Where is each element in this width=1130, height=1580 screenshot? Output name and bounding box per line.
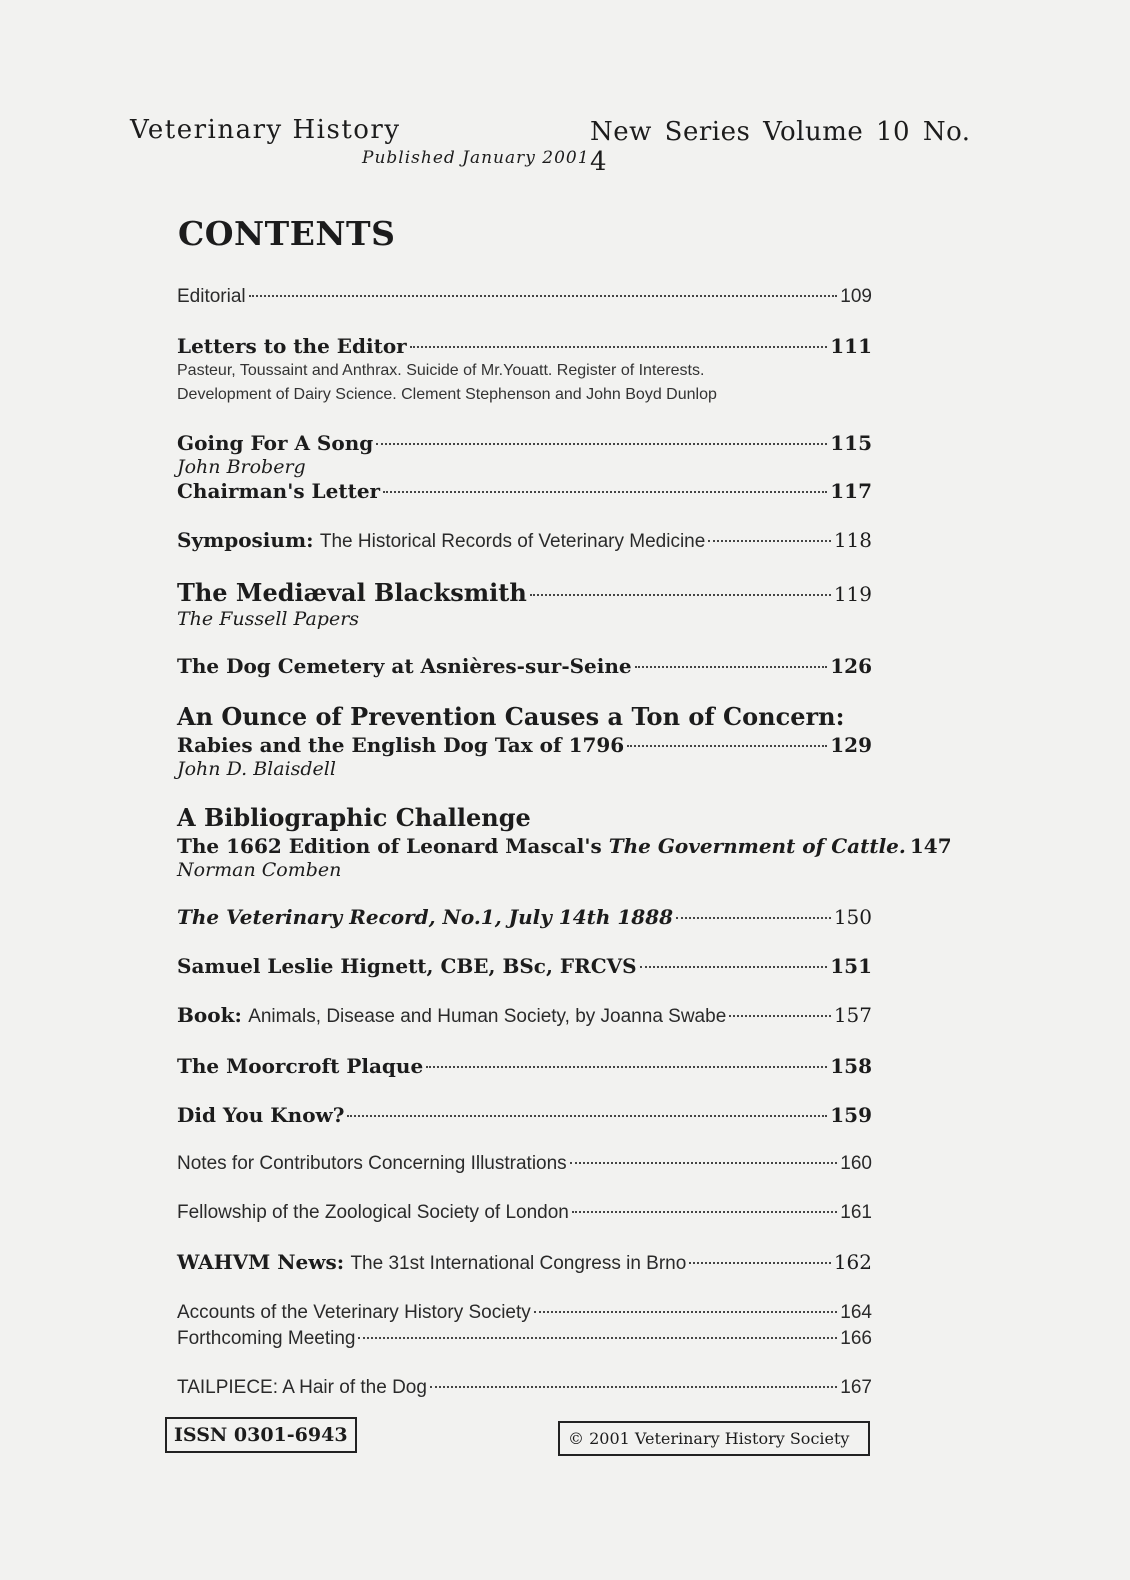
copyright-box: © 2001 Veterinary History Society <box>558 1421 870 1456</box>
page-number: 158 <box>830 1054 872 1078</box>
dot-leader <box>530 594 831 596</box>
entry-description-line: Development of Dairy Science. Clement Stephenson and John Boyd Dunlop <box>177 386 717 403</box>
entry-title: The Moorcroft Plaque <box>177 1054 424 1078</box>
page-number: 161 <box>840 1202 872 1223</box>
toc-entry-moorcroft-plaque[interactable] <box>177 1053 872 1079</box>
entry-author: The Fussell Papers <box>177 608 360 630</box>
dot-leader <box>410 346 828 348</box>
dot-leader <box>676 917 831 919</box>
entry-title: Accounts of the Veterinary History Society <box>177 1302 531 1323</box>
toc-entry-mediaeval-blacksmith[interactable] <box>177 578 872 630</box>
entry-title: Editorial <box>177 286 246 307</box>
page-number: 126 <box>830 654 872 678</box>
entry-title: Forthcoming Meeting <box>177 1328 356 1349</box>
dot-leader <box>376 443 827 445</box>
toc-entry-hignett[interactable] <box>177 953 872 979</box>
toc-entry-did-you-know[interactable] <box>177 1102 872 1128</box>
page-number: 151 <box>830 954 872 978</box>
toc-entry-notes-for-contributors[interactable] <box>177 1151 872 1177</box>
entry-heading: A Bibliographic Challenge <box>177 803 531 832</box>
toc-entry-ounce-of-prevention[interactable] <box>177 702 872 780</box>
toc-entry-letters[interactable] <box>177 333 872 407</box>
entry-author: John D. Blaisdell <box>177 758 336 780</box>
toc-entry-accounts[interactable] <box>177 1300 872 1352</box>
dot-leader <box>383 491 827 493</box>
page-number: 150 <box>833 905 872 929</box>
page-number: 157 <box>833 1003 872 1027</box>
page-number: 115 <box>830 431 872 455</box>
page-number: 164 <box>840 1302 872 1323</box>
entry-title: The Dog Cemetery at Asnières-sur-Seine <box>177 654 632 678</box>
dot-leader <box>689 1262 831 1264</box>
toc-entry-veterinary-record[interactable] <box>177 904 872 930</box>
dot-leader <box>627 745 827 747</box>
toc-entry-going-for-a-song[interactable] <box>177 430 872 504</box>
entry-description-line: Pasteur, Toussaint and Anthrax. Suicide of Mr.Youatt. Register of Interests. <box>177 362 705 379</box>
page-number: 118 <box>833 528 872 552</box>
dot-leader <box>430 1386 837 1388</box>
page-number: 159 <box>830 1103 872 1127</box>
page-number: 162 <box>833 1250 872 1274</box>
toc-entry-chairmans-letter[interactable] <box>177 478 872 504</box>
dot-leader <box>347 1115 827 1117</box>
contents-heading: CONTENTS <box>178 214 396 253</box>
toc-entry-symposium[interactable] <box>177 527 872 555</box>
page-number: 109 <box>840 286 872 307</box>
page-number: 167 <box>840 1377 872 1398</box>
entry-title: Samuel Leslie Hignett, CBE, BSc, FRCVS <box>177 954 637 978</box>
entry-author: Norman Comben <box>177 859 342 881</box>
entry-title: Going For A Song <box>177 431 374 455</box>
entry-label: Book: <box>177 1003 242 1027</box>
page-number: 166 <box>840 1328 872 1349</box>
entry-title: Did You Know? <box>177 1103 345 1127</box>
page-number: 160 <box>840 1153 872 1174</box>
entry-title: The 1662 Edition of Leonard Mascal's <box>177 834 602 858</box>
entry-heading: An Ounce of Prevention Causes a Ton of Concern: <box>177 702 845 731</box>
entry-title: Chairman's Letter <box>177 479 381 503</box>
dot-leader <box>708 540 831 542</box>
dot-leader <box>572 1211 837 1213</box>
journal-title: Veterinary History <box>130 115 401 145</box>
issn-box: ISSN 0301-6943 <box>165 1417 357 1453</box>
entry-title: The 31st International Congress in Brno <box>350 1253 687 1274</box>
volume-issue: New Series Volume 10 No. 4 <box>590 117 971 177</box>
table-of-contents <box>177 284 952 1424</box>
toc-entry-tailpiece[interactable] <box>177 1375 872 1401</box>
page-number: 111 <box>830 334 872 358</box>
toc-entry-forthcoming-meeting[interactable] <box>177 1326 872 1352</box>
dot-leader <box>635 666 828 668</box>
dot-leader <box>426 1066 827 1068</box>
entry-author: John Broberg <box>177 456 306 478</box>
toc-entry-fellowship[interactable] <box>177 1200 872 1226</box>
page-number: 129 <box>830 733 872 757</box>
entry-title-italic: The Government of Cattle. <box>608 834 906 858</box>
dot-leader <box>640 966 828 968</box>
page-number: 119 <box>833 582 872 606</box>
entry-title: The Mediæval Blacksmith <box>177 578 527 607</box>
entry-title: The Historical Records of Veterinary Medicine <box>319 531 706 552</box>
dot-leader <box>249 295 838 297</box>
masthead <box>130 115 1000 175</box>
entry-label: Symposium: <box>177 528 314 552</box>
toc-entry-book[interactable] <box>177 1002 872 1030</box>
page-number: 147 <box>909 834 952 858</box>
dot-leader <box>358 1337 837 1339</box>
dot-leader <box>534 1311 838 1313</box>
entry-title: Letters to the Editor <box>177 334 407 358</box>
dot-leader <box>570 1162 838 1164</box>
dot-leader <box>729 1015 831 1017</box>
publication-date: Published January 2001 <box>362 148 590 168</box>
toc-entry-editorial[interactable] <box>177 284 872 310</box>
toc-entry-dog-cemetery[interactable] <box>177 653 872 679</box>
entry-title: The Veterinary Record, No.1, July 14th 1888 <box>177 905 674 929</box>
entry-title: Notes for Contributors Concerning Illustrations <box>177 1153 567 1174</box>
page-number: 117 <box>830 479 872 503</box>
toc-entry-wahvm-news[interactable] <box>177 1249 872 1277</box>
entry-title: Fellowship of the Zoological Society of London <box>177 1202 569 1223</box>
entry-title: Rabies and the English Dog Tax of 1796 <box>177 733 625 757</box>
toc-entry-bibliographic-challenge[interactable] <box>177 803 952 881</box>
entry-title: Animals, Disease and Human Society, by Joanna Swabe <box>248 1006 727 1027</box>
entry-title: TAILPIECE: A Hair of the Dog <box>177 1377 427 1398</box>
entry-label: WAHVM News: <box>177 1250 345 1274</box>
